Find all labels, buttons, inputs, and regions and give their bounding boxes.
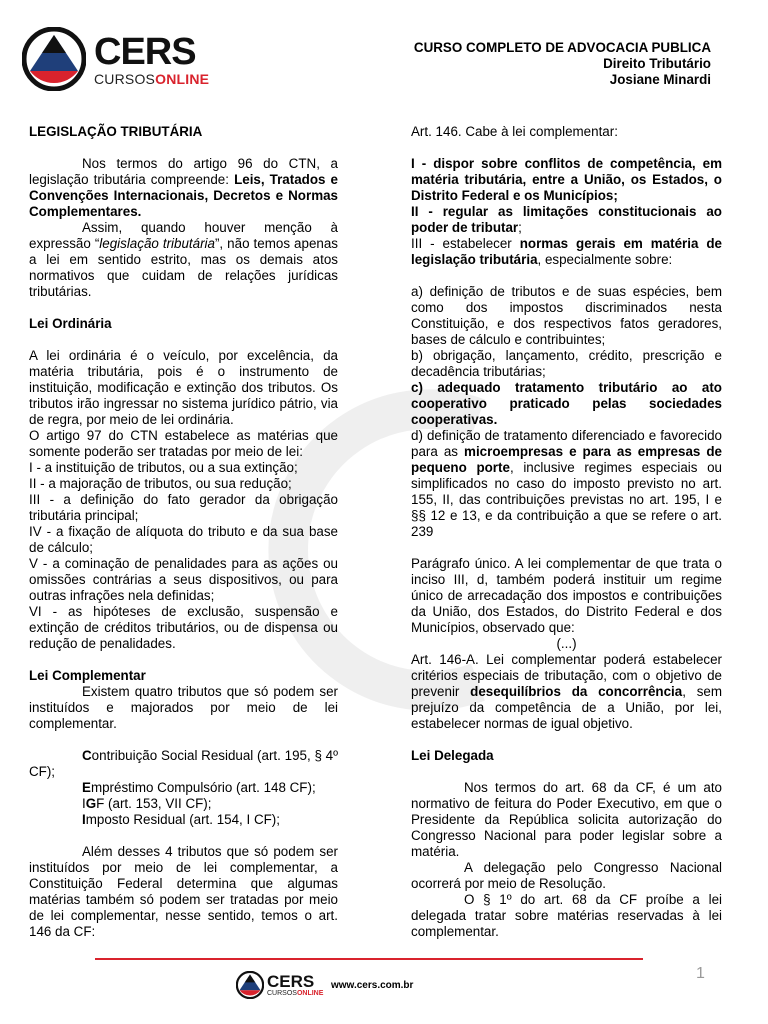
brand-subtitle: CURSOSONLINE <box>94 71 210 87</box>
right-column <box>411 124 722 940</box>
footer-brand <box>267 973 323 998</box>
paragraph: Nos termos do artigo 96 do CTN, a legislação tributária compreende: Leis, Tratados e Convenções Internacionais, Decretos e Normas Complementares. <box>29 156 338 219</box>
list-item: c) adequado tratamento tributário ao ato cooperativo praticado pelas sociedades cooperativas. <box>411 380 722 427</box>
paragraph: A delegação pelo Congresso Nacional ocorrerá por meio de Resolução. <box>411 860 722 891</box>
heading-lei-complementar: Lei Complementar <box>29 668 146 683</box>
course-title: CURSO COMPLETO DE ADVOCACIA PUBLICA <box>413 40 711 55</box>
cers-logo-icon <box>22 27 86 91</box>
list-item: Contribuição Social Residual (art. 195, § 4º CF); <box>29 748 338 779</box>
list-item: b) obrigação, lançamento, crédito, prescrição e decadência tributárias; <box>411 348 722 379</box>
paragraph: Existem quatro tributos que só podem ser instituídos e majorados por meio de lei complementar. <box>29 684 338 731</box>
list-item: VI - as hipóteses de exclusão, suspensão e extinção de créditos tributários, ou de dispensa ou redução de penalidades. <box>29 604 338 651</box>
paragraph: III - estabelecer normas gerais em matéria de legislação tributária, especialmente sobre: <box>411 236 723 267</box>
list-item: III - a definição do fato gerador da obrigação tributária principal; <box>29 492 338 523</box>
course-teacher: Josiane Minardi <box>609 72 711 87</box>
footer-brand-subtitle: CURSOSONLINE <box>267 990 324 997</box>
paragraph: A lei ordinária é o veículo, por excelência, da matéria tributária, pois é o instrumento de instituição, modificação e extinção dos tributos. Os tributos irão ingressar no sistema jurídico pátrio, via de regra, por meio de lei ordinária. <box>29 348 338 427</box>
footer-brand-name: CERS <box>267 972 315 991</box>
paragraph: Art. 146-A. Lei complementar poderá estabelecer critérios especiais de tributação, com o objetivo de prevenir desequilíbrios da concorrência, sem prejuízo da competência de a União, por lei, estabelecer normas de igual objetivo. <box>411 652 722 731</box>
course-subject: Direito Tributário <box>603 56 711 71</box>
paragraph: Assim, quando houver menção à expressão “legislação tributária”, não temos apenas a lei em sentido estrito, mas os demais atos normativos que cuidam de relações jurídicas tributárias. <box>29 220 338 299</box>
paragraph: Art. 146. Cabe à lei complementar: <box>411 124 618 139</box>
list-item: Imposto Residual (art. 154, I CF); <box>82 812 280 827</box>
course-header <box>414 40 711 88</box>
page-number: 1 <box>696 965 705 982</box>
footer-url-link[interactable]: www.cers.com.br <box>331 980 414 991</box>
footer-divider <box>95 958 643 960</box>
paragraph: I - dispor sobre conflitos de competência, em matéria tributária, entre a União, os Estados, o Distrito Federal e os Municípios; <box>411 156 722 203</box>
list-item: IGF (art. 153, VII CF); <box>82 796 212 811</box>
list-item: II - a majoração de tributos, ou sua redução; <box>29 476 292 491</box>
paragraph: Além desses 4 tributos que só podem ser instituídos por meio de lei complementar, a Constituição Federal determina que algumas matérias também só podem ser tratadas por meio de lei complementar, nesse sentido, temos o art. 146 da CF: <box>29 844 338 939</box>
list-item: a) definição de tributos e de suas espécies, bem como dos impostos discriminados nesta Constituição, e dos respectivos fatos geradores, bases de cálculo e contribuintes; <box>411 284 722 347</box>
brand-name: CERS <box>94 31 196 73</box>
footer-logo-icon <box>236 971 264 999</box>
list-item: Empréstimo Compulsório (art. 148 CF); <box>82 780 316 795</box>
paragraph: Nos termos do art. 68 da CF, é um ato normativo de feitura do Poder Executivo, em que o Presidente da República solicita autorização do Congresso Nacional para poder legislar sobre a matéria. <box>411 780 722 859</box>
list-item: I - a instituição de tributos, ou a sua extinção; <box>29 460 298 475</box>
section-title: LEGISLAÇÃO TRIBUTÁRIA <box>29 124 203 139</box>
list-item: d) definição de tratamento diferenciado e favorecido para as microempresas e para as empresas de pequeno porte, inclusive regimes especiais ou simplificados no caso do imposto previsto no art. 155, II, das contribuições previstas no art. 195, I e §§ 12 e 13, e da contribuição a que se refere o art. 239 <box>411 428 723 539</box>
paragraph: O artigo 97 do CTN estabelece as matérias que somente poderão ser tratadas por meio de lei: <box>29 428 338 459</box>
heading-lei-ordinaria: Lei Ordinária <box>29 316 112 331</box>
ellipsis: (...) <box>556 636 577 651</box>
paragraph: O § 1º do art. 68 da CF proíbe a lei delegada tratar sobre matérias reservadas à lei complementar. <box>411 892 722 939</box>
paragraph: II - regular as limitações constitucionais ao poder de tributar; <box>411 204 722 235</box>
left-column <box>29 124 338 940</box>
list-item: V - a cominação de penalidades para as ações ou omissões contrárias a seus dispositivos, ou para outras infrações nela definidas; <box>29 556 338 603</box>
brand-logo-text <box>94 33 209 87</box>
heading-lei-delegada: Lei Delegada <box>411 748 494 763</box>
paragraph: Parágrafo único. A lei complementar de que trata o inciso III, d, também poderá instituir um regime único de arrecadação dos impostos e contribuições da União, dos Estados, do Distrito Federal e dos Municípios, observado que: <box>411 556 722 635</box>
list-item: IV - a fixação de alíquota do tributo e da sua base de cálculo; <box>29 524 338 555</box>
